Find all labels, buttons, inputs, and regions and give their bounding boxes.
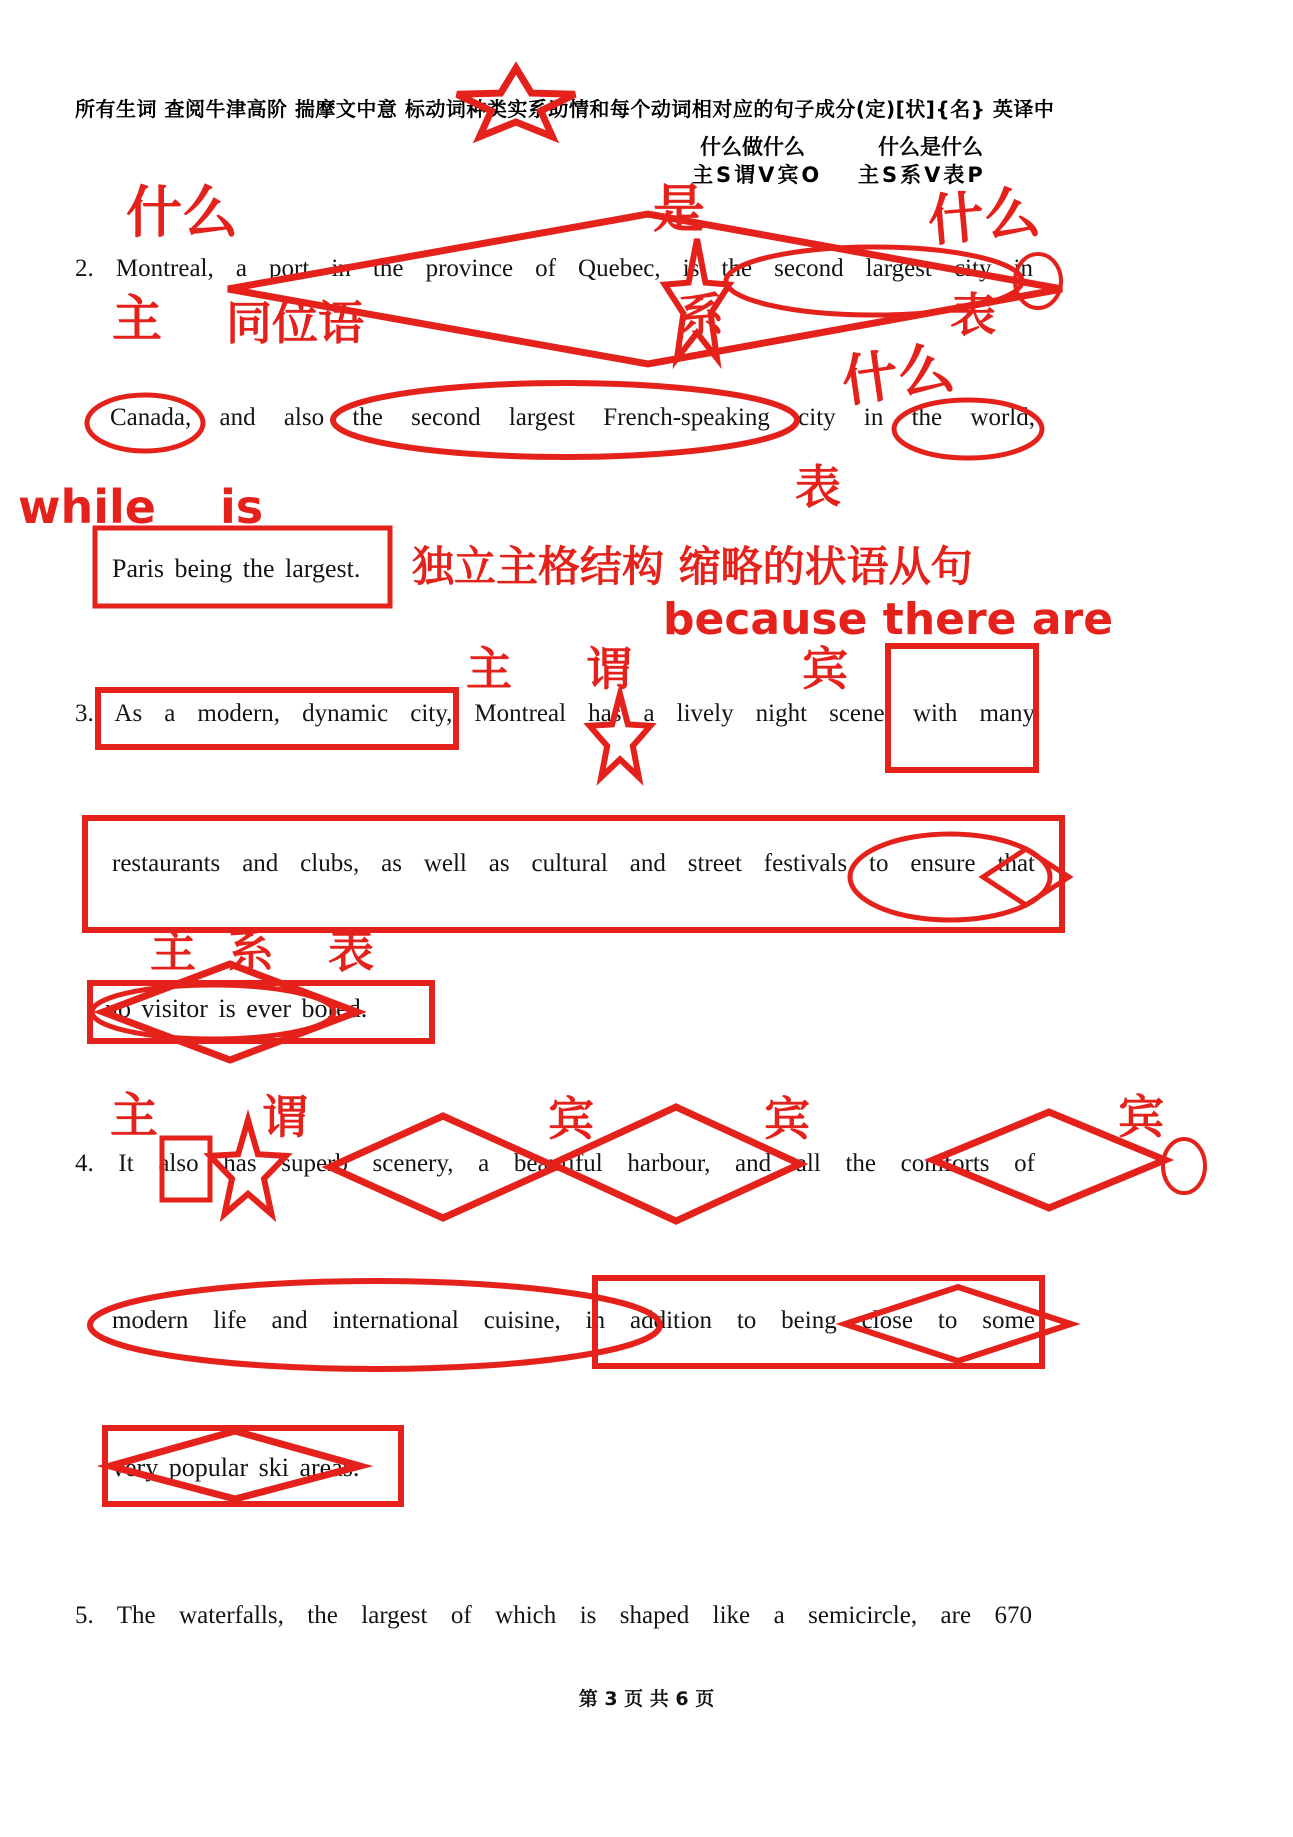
- annotation-linking-verb-clause: 系: [228, 924, 274, 978]
- annotation-absolute-construction-note: 独立主格结构 缩略的状语从句: [412, 542, 973, 591]
- annotation-predicative-clause: 表: [328, 924, 374, 978]
- sentence-4-line-3: very popular ski areas.: [112, 1453, 360, 1482]
- header-formula-do: 主S谓V宾O: [692, 163, 823, 187]
- annotation-shi: 是: [653, 180, 706, 240]
- annotation-predicative-world: 表: [795, 460, 841, 514]
- sentence-3-line-1: 3. As a modern, dynamic city, Montreal has a lively night scene, with many: [75, 700, 1035, 727]
- sentence-5-line-1: 5. The waterfalls, the largest of which is shaped like a semicircle, are 670: [75, 1602, 1032, 1629]
- annotation-object-s3: 宾: [802, 642, 848, 696]
- annotation-appositive: 同位语: [226, 296, 364, 350]
- annotation-predicate-s4: 谓: [262, 1090, 308, 1144]
- sentence-2-line-1: 2. Montreal, a port in the province of Quebec, is the second largest city in: [75, 255, 1033, 282]
- annotation-predicative-s2: 表: [950, 288, 996, 342]
- header-formula-be: 主S系V表P: [858, 163, 986, 187]
- page-number: 第 3 页 共 6 页: [578, 1688, 715, 1710]
- annotation-subject-clause: 主: [150, 924, 196, 978]
- sentence-4-line-2: modern life and international cuisine, in addition to being close to some: [112, 1307, 1035, 1334]
- annotation-subject-s2: 主: [112, 290, 162, 348]
- annotation-what-predicative: 什么: [925, 180, 1043, 255]
- sentence-3-line-2: restaurants and clubs, as well as cultural and street festivals to ensure that: [112, 850, 1035, 877]
- annotation-object-3-s4: 宾: [1118, 1090, 1164, 1144]
- annotation-subject-s4: 主: [110, 1088, 159, 1144]
- sentence-2-line-2: Canada, and also the second largest French-speaking city in the world,: [110, 404, 1035, 431]
- annotation-subject-s3: 主: [466, 642, 512, 696]
- annotation-linking-verb-s2: 系: [678, 288, 724, 342]
- circle-annotation-of: [1163, 1139, 1205, 1193]
- annotation-while-is: while is: [18, 480, 264, 534]
- sentence-3-line-3: no visitor is ever bored.: [105, 994, 368, 1023]
- annotation-predicate-s3: 谓: [586, 642, 632, 696]
- sentence-2-line-3: Paris being the largest.: [112, 554, 361, 583]
- annotation-what-world: 什么: [837, 335, 958, 416]
- header-instruction-line: 所有生词 查阅牛津高阶 揣摩文中意 标动词种类实系助情和每个动词相对应的句子成分(定)[状]{名} 英译中: [75, 97, 1055, 121]
- sentence-4-line-1: 4. It also has superb scenery, a beautiful harbour, and all the comforts of: [75, 1150, 1035, 1177]
- annotation-object-1-s4: 宾: [548, 1092, 594, 1146]
- annotation-because-there-are: because there are: [663, 594, 1114, 645]
- annotation-object-2-s4: 宾: [764, 1092, 810, 1146]
- header-pattern-do: 什么做什么: [700, 135, 805, 159]
- annotation-what-subject: 什么: [126, 181, 238, 246]
- header-pattern-be: 什么是什么: [878, 135, 983, 159]
